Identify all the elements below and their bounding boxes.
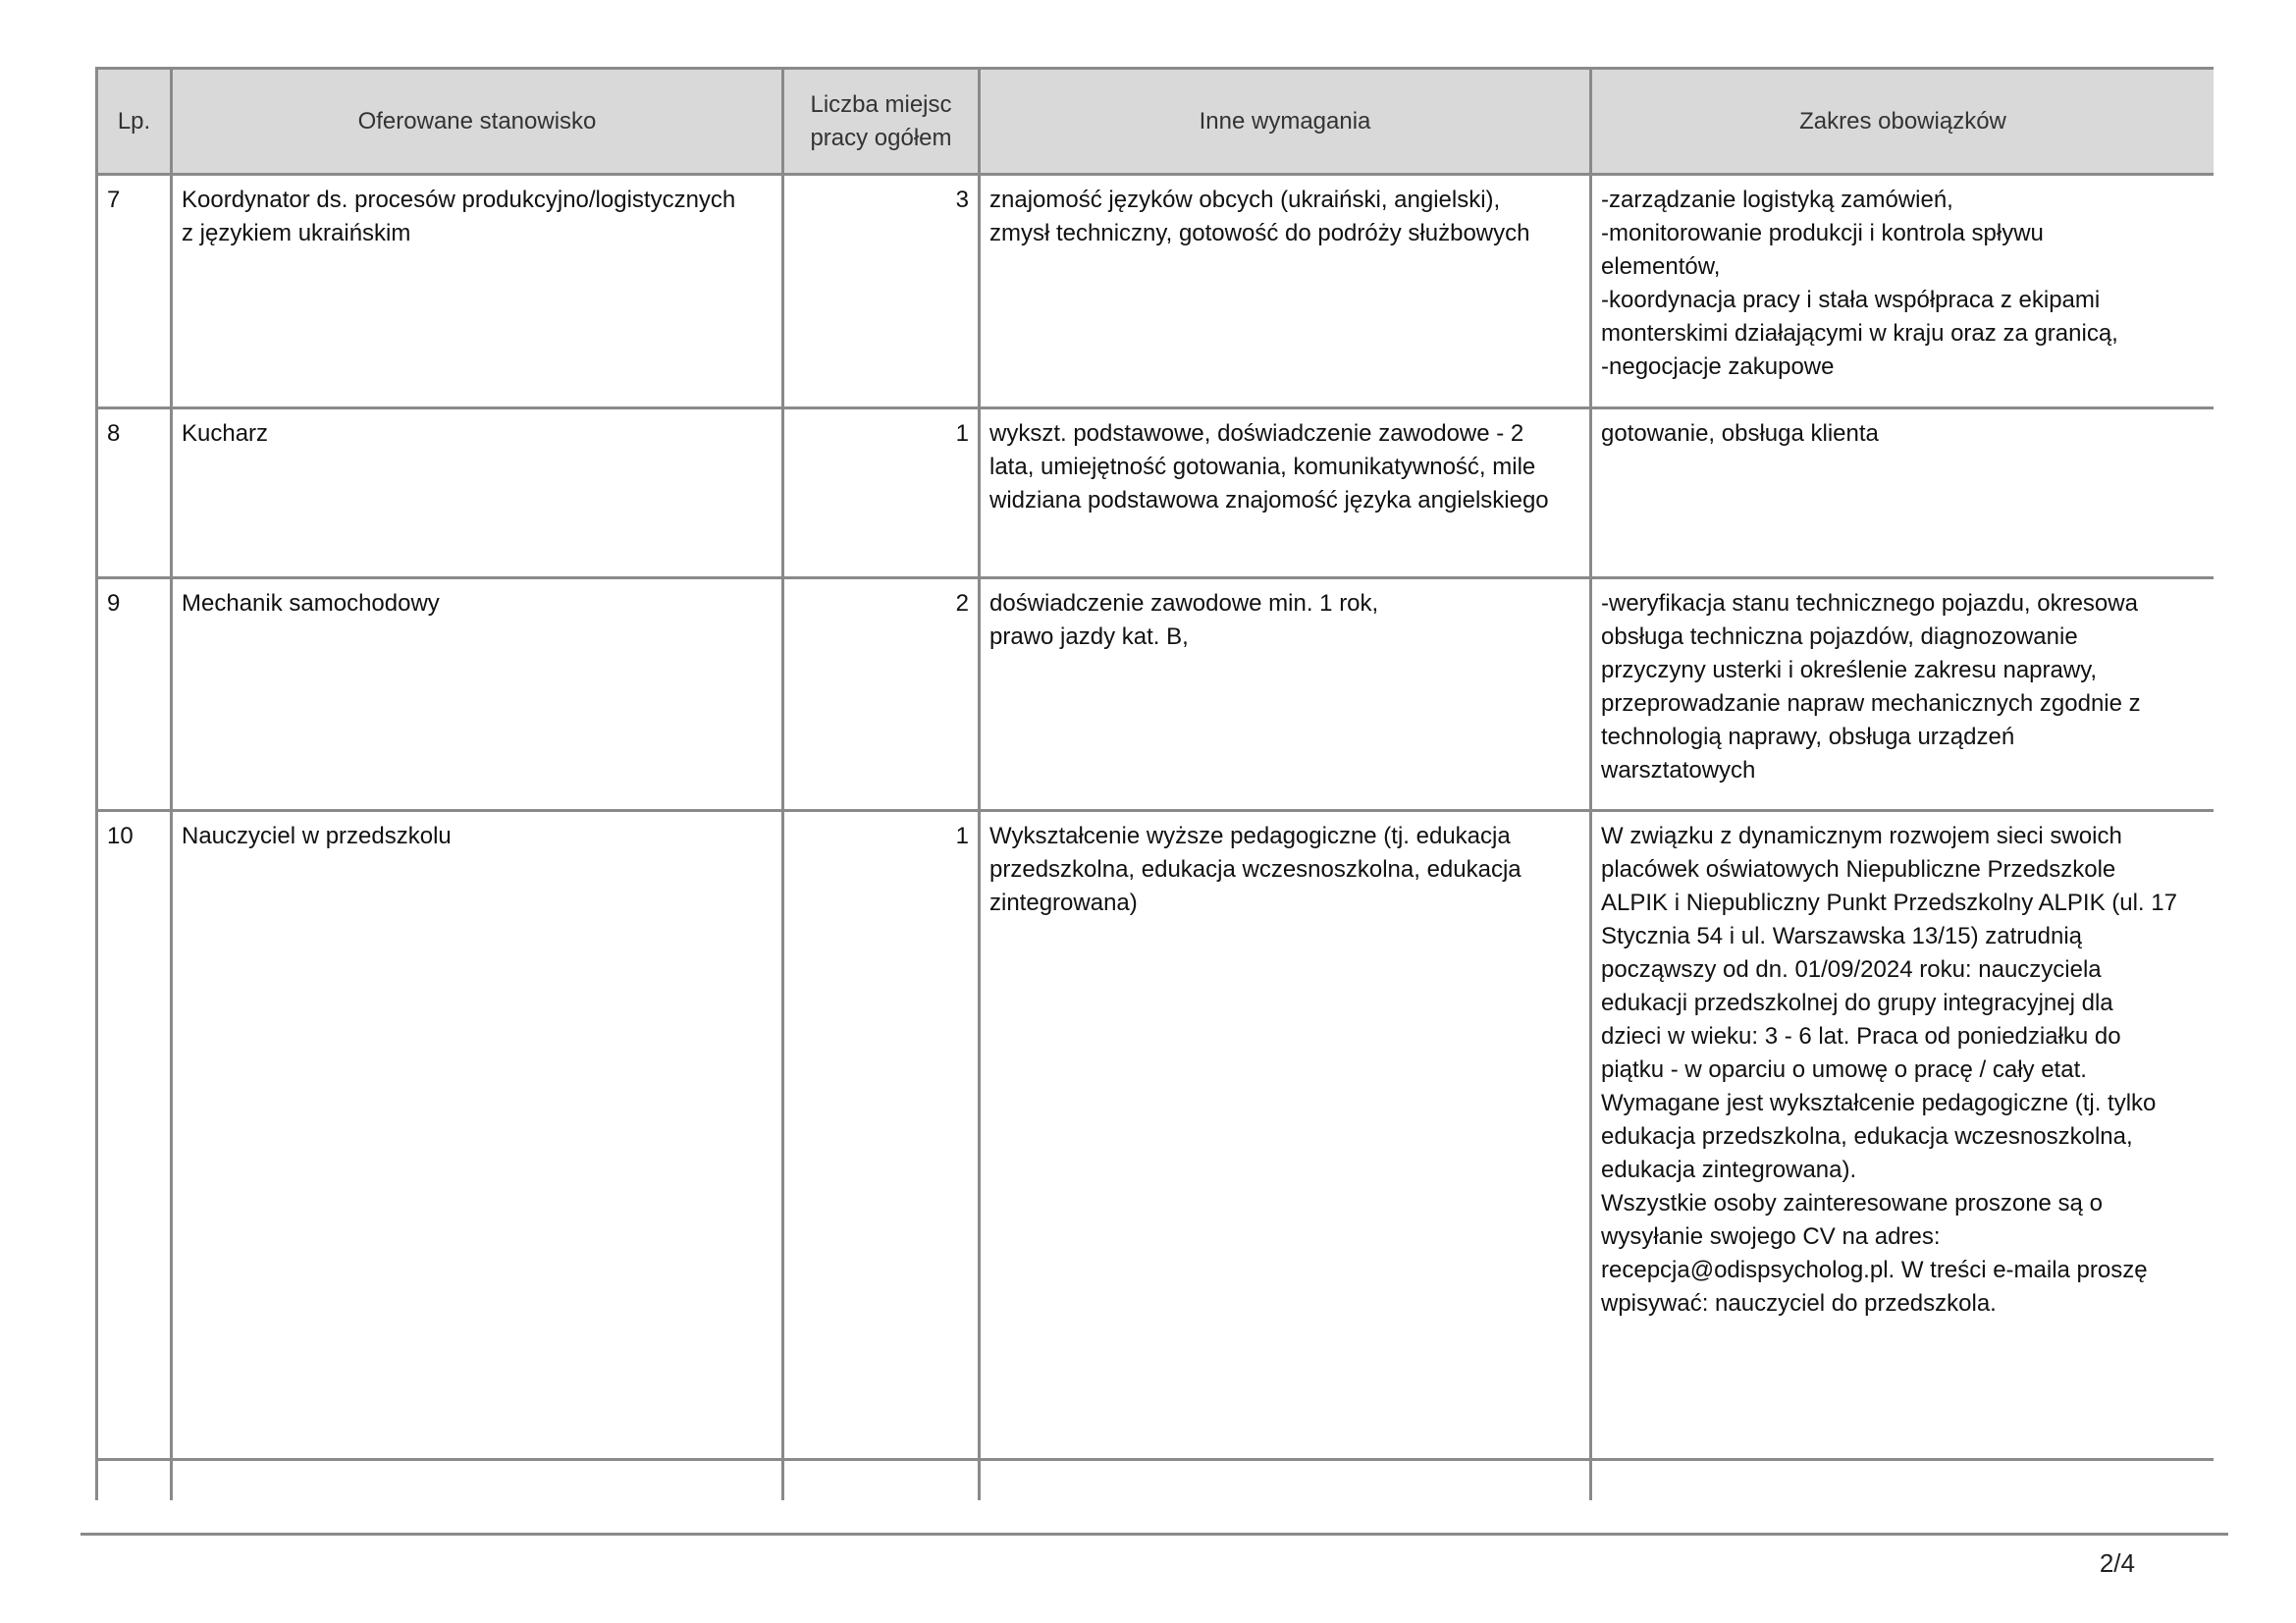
footer-divider bbox=[80, 1533, 2228, 1536]
table-row bbox=[97, 408, 2215, 578]
header-lp: Lp. bbox=[97, 69, 172, 175]
cell-empty bbox=[1591, 1460, 2215, 1501]
table-row bbox=[97, 175, 2215, 408]
cell-requirements: znajomość języków obcych (ukraiński, angielski), zmysł techniczny, gotowość do podróży służbowych bbox=[980, 175, 1591, 408]
job-offers-table-container bbox=[95, 67, 2214, 1500]
cell-position: Nauczyciel w przedszkolu bbox=[172, 811, 783, 1460]
table-header-row bbox=[97, 69, 2215, 175]
cell-empty bbox=[783, 1460, 980, 1501]
cell-empty bbox=[980, 1460, 1591, 1501]
cell-duties: gotowanie, obsługa klienta bbox=[1591, 408, 2215, 578]
cell-count: 3 bbox=[783, 175, 980, 408]
cell-duties: -zarządzanie logistyką zamówień, -monitorowanie produkcji i kontrola spływu elementów, -koordynacja pracy i stała współpraca z ekipami monterskimi działającymi w kraju oraz za granicą, -negocjacje zakupowe bbox=[1591, 175, 2215, 408]
cell-count: 1 bbox=[783, 811, 980, 1460]
cell-count: 1 bbox=[783, 408, 980, 578]
header-position: Oferowane stanowisko bbox=[172, 69, 783, 175]
table-row-empty bbox=[97, 1460, 2215, 1501]
cell-requirements: Wykształcenie wyższe pedagogiczne (tj. edukacja przedszkolna, edukacja wczesnoszkolna, edukacja zintegrowana) bbox=[980, 811, 1591, 1460]
cell-position: Mechanik samochodowy bbox=[172, 578, 783, 811]
cell-count: 2 bbox=[783, 578, 980, 811]
cell-position: Kucharz bbox=[172, 408, 783, 578]
cell-lp: 7 bbox=[97, 175, 172, 408]
table-row bbox=[97, 811, 2215, 1460]
header-duties: Zakres obowiązków bbox=[1591, 69, 2215, 175]
cell-lp: 10 bbox=[97, 811, 172, 1460]
cell-duties: W związku z dynamicznym rozwojem sieci swoich placówek oświatowych Niepubliczne Przedszkole ALPIK i Niepubliczny Punkt Przedszkolny ALPIK (ul. 17 Stycznia 54 i ul. Warszawska 13/15) zatrudnią począwszy od dn. 01/09/2024 roku: nauczyciela edukacji przedszkolnej do grupy integracyjnej dla dzieci w wieku: 3 - 6 lat. Praca od poniedziałku do piątku - w oparciu o umowę o pracę / cały etat. Wymagane jest wykształcenie pedagogiczne (tj. tylko edukacja przedszkolna, edukacja wczesnoszkolna, edukacja zintegrowana). Wszystkie osoby zainteresowane proszone są o wysyłanie swojego CV na adres: recepcja@odispsycholog.pl. W treści e-maila proszę wpisywać: nauczyciel do przedszkola. bbox=[1591, 811, 2215, 1460]
header-requirements: Inne wymagania bbox=[980, 69, 1591, 175]
table-row bbox=[97, 578, 2215, 811]
cell-empty bbox=[172, 1460, 783, 1501]
cell-duties: -weryfikacja stanu technicznego pojazdu, okresowa obsługa techniczna pojazdów, diagnozowanie przyczyny usterki i określenie zakresu naprawy, przeprowadzanie napraw mechanicznych zgodnie z technologią naprawy, obsługa urządzeń warsztatowych bbox=[1591, 578, 2215, 811]
header-count: Liczba miejsc pracy ogółem bbox=[783, 69, 980, 175]
cell-requirements: wykszt. podstawowe, doświadczenie zawodowe - 2 lata, umiejętność gotowania, komunikatywność, mile widziana podstawowa znajomość języka angielskiego bbox=[980, 408, 1591, 578]
cell-lp: 8 bbox=[97, 408, 172, 578]
cell-position: Koordynator ds. procesów produkcyjno/logistycznych z językiem ukraińskim bbox=[172, 175, 783, 408]
job-offers-table bbox=[95, 67, 2214, 1500]
cell-lp: 9 bbox=[97, 578, 172, 811]
page-number: 2/4 bbox=[2099, 1548, 2135, 1578]
cell-empty bbox=[97, 1460, 172, 1501]
cell-requirements: doświadczenie zawodowe min. 1 rok, prawo jazdy kat. B, bbox=[980, 578, 1591, 811]
